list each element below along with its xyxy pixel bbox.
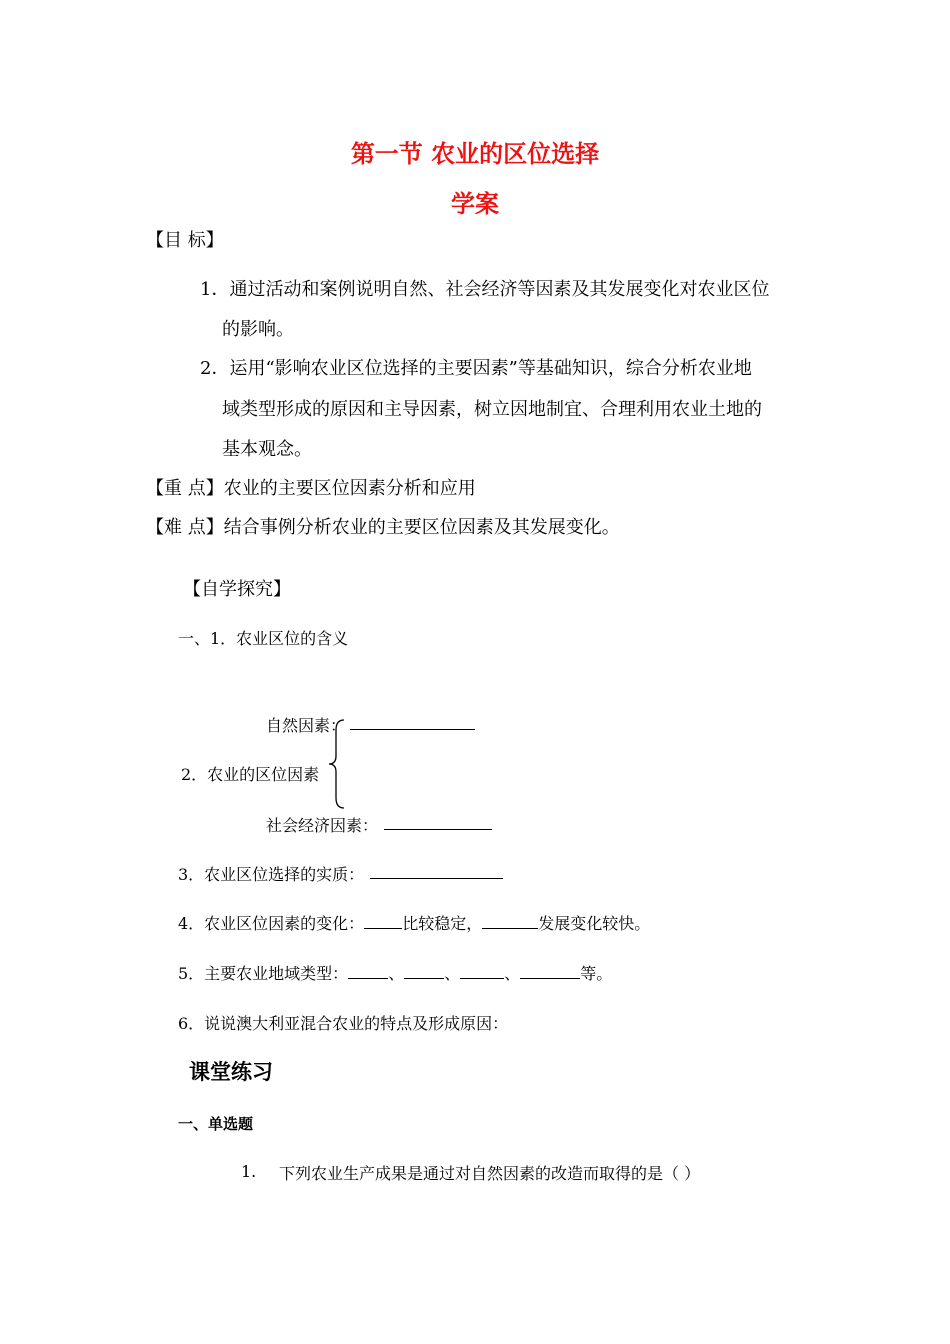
page-title: 第一节 农业的区位选择	[350, 140, 600, 168]
page-subtitle: 学案	[451, 190, 499, 218]
question-5-sep-3: 、	[504, 964, 521, 983]
goal-2-line-1: 2．运用“影响农业区位选择的主要因素”等基础知识，综合分析农业地	[200, 358, 752, 379]
goal-2-line-3: 基本观念。	[222, 439, 312, 460]
key-point-text: 农业的主要区位因素分析和应用	[223, 478, 476, 499]
difficult-point	[146, 513, 620, 539]
key-point	[146, 474, 476, 500]
question-3: 3．农业区位选择的实质：	[178, 865, 365, 884]
difficult-point-text: 结合事例分析农业的主要区位因素及其发展变化。	[223, 517, 620, 538]
goal-1-line-1: 1．通过活动和案例说明自然、社会经济等因素及其发展变化对农业区位	[200, 279, 770, 300]
question-4-blank-1[interactable]	[364, 927, 402, 929]
question-3-blank[interactable]	[370, 878, 503, 879]
question-6: 6．说说澳大利亚混合农业的特点及形成原因：	[178, 1014, 509, 1033]
self-study-label: 【自学探究】	[183, 579, 291, 600]
social-factor-blank[interactable]	[384, 829, 492, 830]
question-5-blank-1[interactable]	[348, 977, 388, 979]
question-4	[178, 911, 650, 934]
goal-1-line-2: 的影响。	[222, 319, 294, 340]
difficult-point-label: 【难 点】	[146, 517, 224, 538]
question-1: 一、1．农业区位的含义	[178, 629, 349, 648]
question-2: 2．农业的区位因素	[181, 765, 320, 784]
curly-brace	[326, 718, 348, 810]
question-5-sep-2: 、	[444, 964, 461, 983]
goal-2-line-2: 域类型形成的原因和主导因素，树立因地制宜、合理利用农业土地的	[222, 399, 762, 420]
social-factor-label: 社会经济因素：	[266, 816, 379, 835]
question-5-text: 5．主要农业地域类型：	[178, 964, 349, 983]
question-5-sep-1: 、	[388, 964, 405, 983]
natural-factor-label: 自然因素：	[266, 716, 347, 735]
question-5	[178, 961, 612, 984]
question-4-text-a: 4．农业区位因素的变化：	[178, 914, 365, 933]
question-4-text-b: 比较稳定，	[402, 914, 483, 933]
question-5-blank-4[interactable]	[520, 977, 580, 979]
natural-factor-blank[interactable]	[350, 729, 475, 730]
question-4-text-c: 发展变化较快。	[538, 914, 651, 933]
social-factor-row	[266, 813, 378, 836]
practice-q1-number: 1.	[241, 1162, 257, 1181]
question-4-blank-2[interactable]	[482, 927, 538, 929]
question-5-blank-3[interactable]	[460, 977, 504, 979]
single-choice-heading: 一、单选题	[178, 1115, 254, 1133]
goals-label: 【目 标】	[146, 230, 224, 251]
question-5-end: 等。	[580, 964, 613, 983]
practice-heading: 课堂练习	[189, 1060, 273, 1084]
question-5-blank-2[interactable]	[404, 977, 444, 979]
practice-q1-text: 下列农业生产成果是通过对自然因素的改造而取得的是（ ）	[279, 1164, 701, 1183]
key-point-label: 【重 点】	[146, 478, 224, 499]
